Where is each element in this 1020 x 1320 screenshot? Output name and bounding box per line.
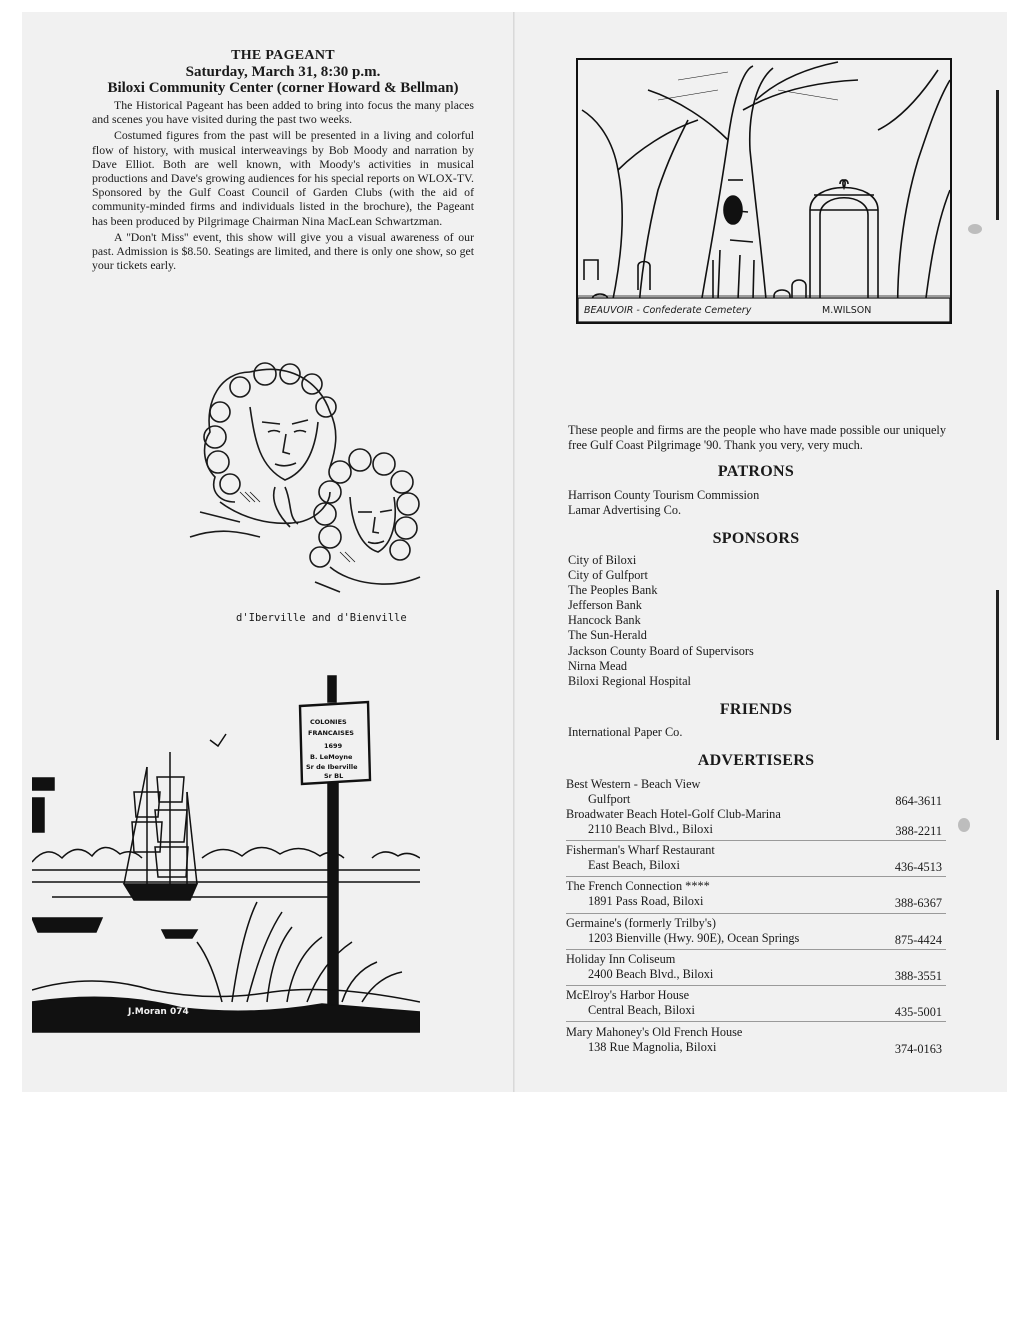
advertiser-name: McElroy's Harbor House — [566, 988, 690, 1002]
advertiser-phone: 388-3551 — [894, 969, 942, 983]
advertiser-name: Broadwater Beach Hotel-Golf Club-Marina — [566, 807, 781, 821]
edge-mark — [996, 90, 999, 220]
sign-text: COLONIES — [310, 718, 347, 726]
edge-mark — [996, 590, 999, 740]
list-item: Biloxi Regional Hospital — [568, 673, 691, 688]
patrons-heading: PATRONS — [717, 463, 795, 480]
pageant-paragraph: The Historical Pageant has been added to bring into focus the many places and scenes you have visited during the past two weeks. — [92, 98, 474, 127]
list-item: Harrison County Tourism Commission — [568, 488, 760, 502]
cemetery-caption: BEAUVOIR - Confederate Cemetery — [584, 305, 752, 316]
advertiser-address: 138 Rue Magnolia, Biloxi — [588, 1040, 717, 1054]
portrait-illustration — [180, 352, 430, 597]
sponsors-list — [568, 553, 754, 689]
list-item: City of Biloxi — [568, 553, 637, 567]
advertiser-name: Holiday Inn Coliseum — [566, 952, 676, 966]
advertiser-phone: 436-4513 — [894, 860, 942, 874]
friends-heading: FRIENDS — [719, 701, 793, 718]
portrait-caption: d'Iberville and d'Bienville — [236, 612, 407, 624]
friends-list — [568, 725, 682, 740]
pageant-title: THE PAGEANT — [231, 48, 335, 63]
sign-text: B. LeMoyne — [310, 753, 353, 761]
sign-text: 1699 — [324, 742, 343, 750]
pageant-paragraph: A ''Don't Miss'' event, this show will give you a visual awareness of our past. Admission is $8.50. Seatings are limited, and there is only one show, so get your tickets early. — [92, 229, 474, 273]
advertiser-name: Germaine's (formerly Trilby's) — [566, 916, 716, 930]
page-fold — [513, 12, 515, 1092]
pageant-section — [92, 48, 474, 272]
advertiser-address: 1203 Bienville (Hwy. 90E), Ocean Springs — [588, 931, 800, 945]
list-item: Jackson County Board of Supervisors — [568, 643, 754, 658]
list-item: City of Gulfport — [568, 568, 648, 583]
advertisers-heading: ADVERTISERS — [697, 752, 815, 769]
list-item: The Peoples Bank — [568, 583, 658, 598]
advertiser-name: Best Western - Beach View — [566, 777, 701, 791]
artist-signature: J.Moran 074 — [128, 1007, 189, 1017]
advertiser-phone: 875-4424 — [894, 933, 942, 947]
advertiser-name: Fisherman's Wharf Restaurant — [566, 843, 715, 857]
advertiser-address: East Beach, Biloxi — [588, 858, 680, 872]
list-item: International Paper Co. — [568, 725, 683, 739]
divider — [566, 840, 946, 841]
scan-smudge — [958, 818, 970, 832]
advertiser-address: 1891 Pass Road, Biloxi — [588, 894, 704, 908]
advertiser-address: 2400 Beach Blvd., Biloxi — [588, 967, 714, 981]
pageant-venue: Biloxi Community Center (corner Howard & Bellman) — [107, 80, 459, 96]
advertiser-name: Mary Mahoney's Old French House — [566, 1025, 743, 1039]
divider — [566, 949, 946, 950]
pageant-paragraph: Costumed figures from the past will be presented in a living and colorful flow of history, with musical interweavings by Bob Moody and narration by Dave Elliot. Both are well known, with Moody's activities in musical productions and Dave's growing audiences for his special reports on WLOX-TV. Sponsored by the Gulf Coast Council of Garden Clubs (with the aid of community-minded firms and individuals listed in the brochure), the Pageant has been produced by Pilgrimage Chairman Nina MacLean Schwartzman. — [92, 128, 474, 228]
divider — [566, 1021, 946, 1022]
advertiser-phone: 388-6367 — [894, 896, 942, 910]
patrons-list — [568, 488, 759, 518]
divider — [566, 876, 946, 877]
scan-smudge — [968, 224, 982, 234]
list-item: Jefferson Bank — [568, 598, 642, 613]
advertiser-phone: 374-0163 — [894, 1042, 942, 1056]
advertiser-phone: 388-2211 — [895, 824, 942, 838]
thanks-paragraph: These people and firms are the people who have made possible our uniquely free Gulf Coast Pilgrimage '90. Thank you very, very much. — [568, 423, 946, 452]
list-item: Hancock Bank — [568, 613, 641, 628]
cemetery-illustration — [576, 58, 952, 324]
cemetery-artist: M.WILSON — [822, 305, 872, 316]
advertiser-phone: 864-3611 — [895, 794, 942, 808]
sponsors-heading: SPONSORS — [712, 530, 800, 547]
advertiser-name: The French Connection **** — [566, 879, 710, 893]
divider — [566, 985, 946, 986]
advertiser-address: Gulfport — [588, 792, 631, 806]
sign-text: FRANCAISES — [308, 729, 354, 737]
list-item: Lamar Advertising Co. — [568, 503, 682, 518]
advertiser-address: Central Beach, Biloxi — [588, 1003, 695, 1017]
sign-text: Sr de Iberville — [306, 763, 358, 771]
pageant-date: Saturday, March 31, 8:30 p.m. — [185, 64, 381, 80]
advertiser-phone: 435-5001 — [894, 1005, 942, 1019]
sign-text: Sr BL — [324, 772, 344, 780]
harbor-illustration — [32, 672, 420, 1048]
list-item: The Sun-Herald — [568, 628, 647, 643]
divider — [566, 913, 946, 914]
list-item: Nirna Mead — [568, 658, 628, 673]
advertiser-address: 2110 Beach Blvd., Biloxi — [588, 822, 713, 836]
